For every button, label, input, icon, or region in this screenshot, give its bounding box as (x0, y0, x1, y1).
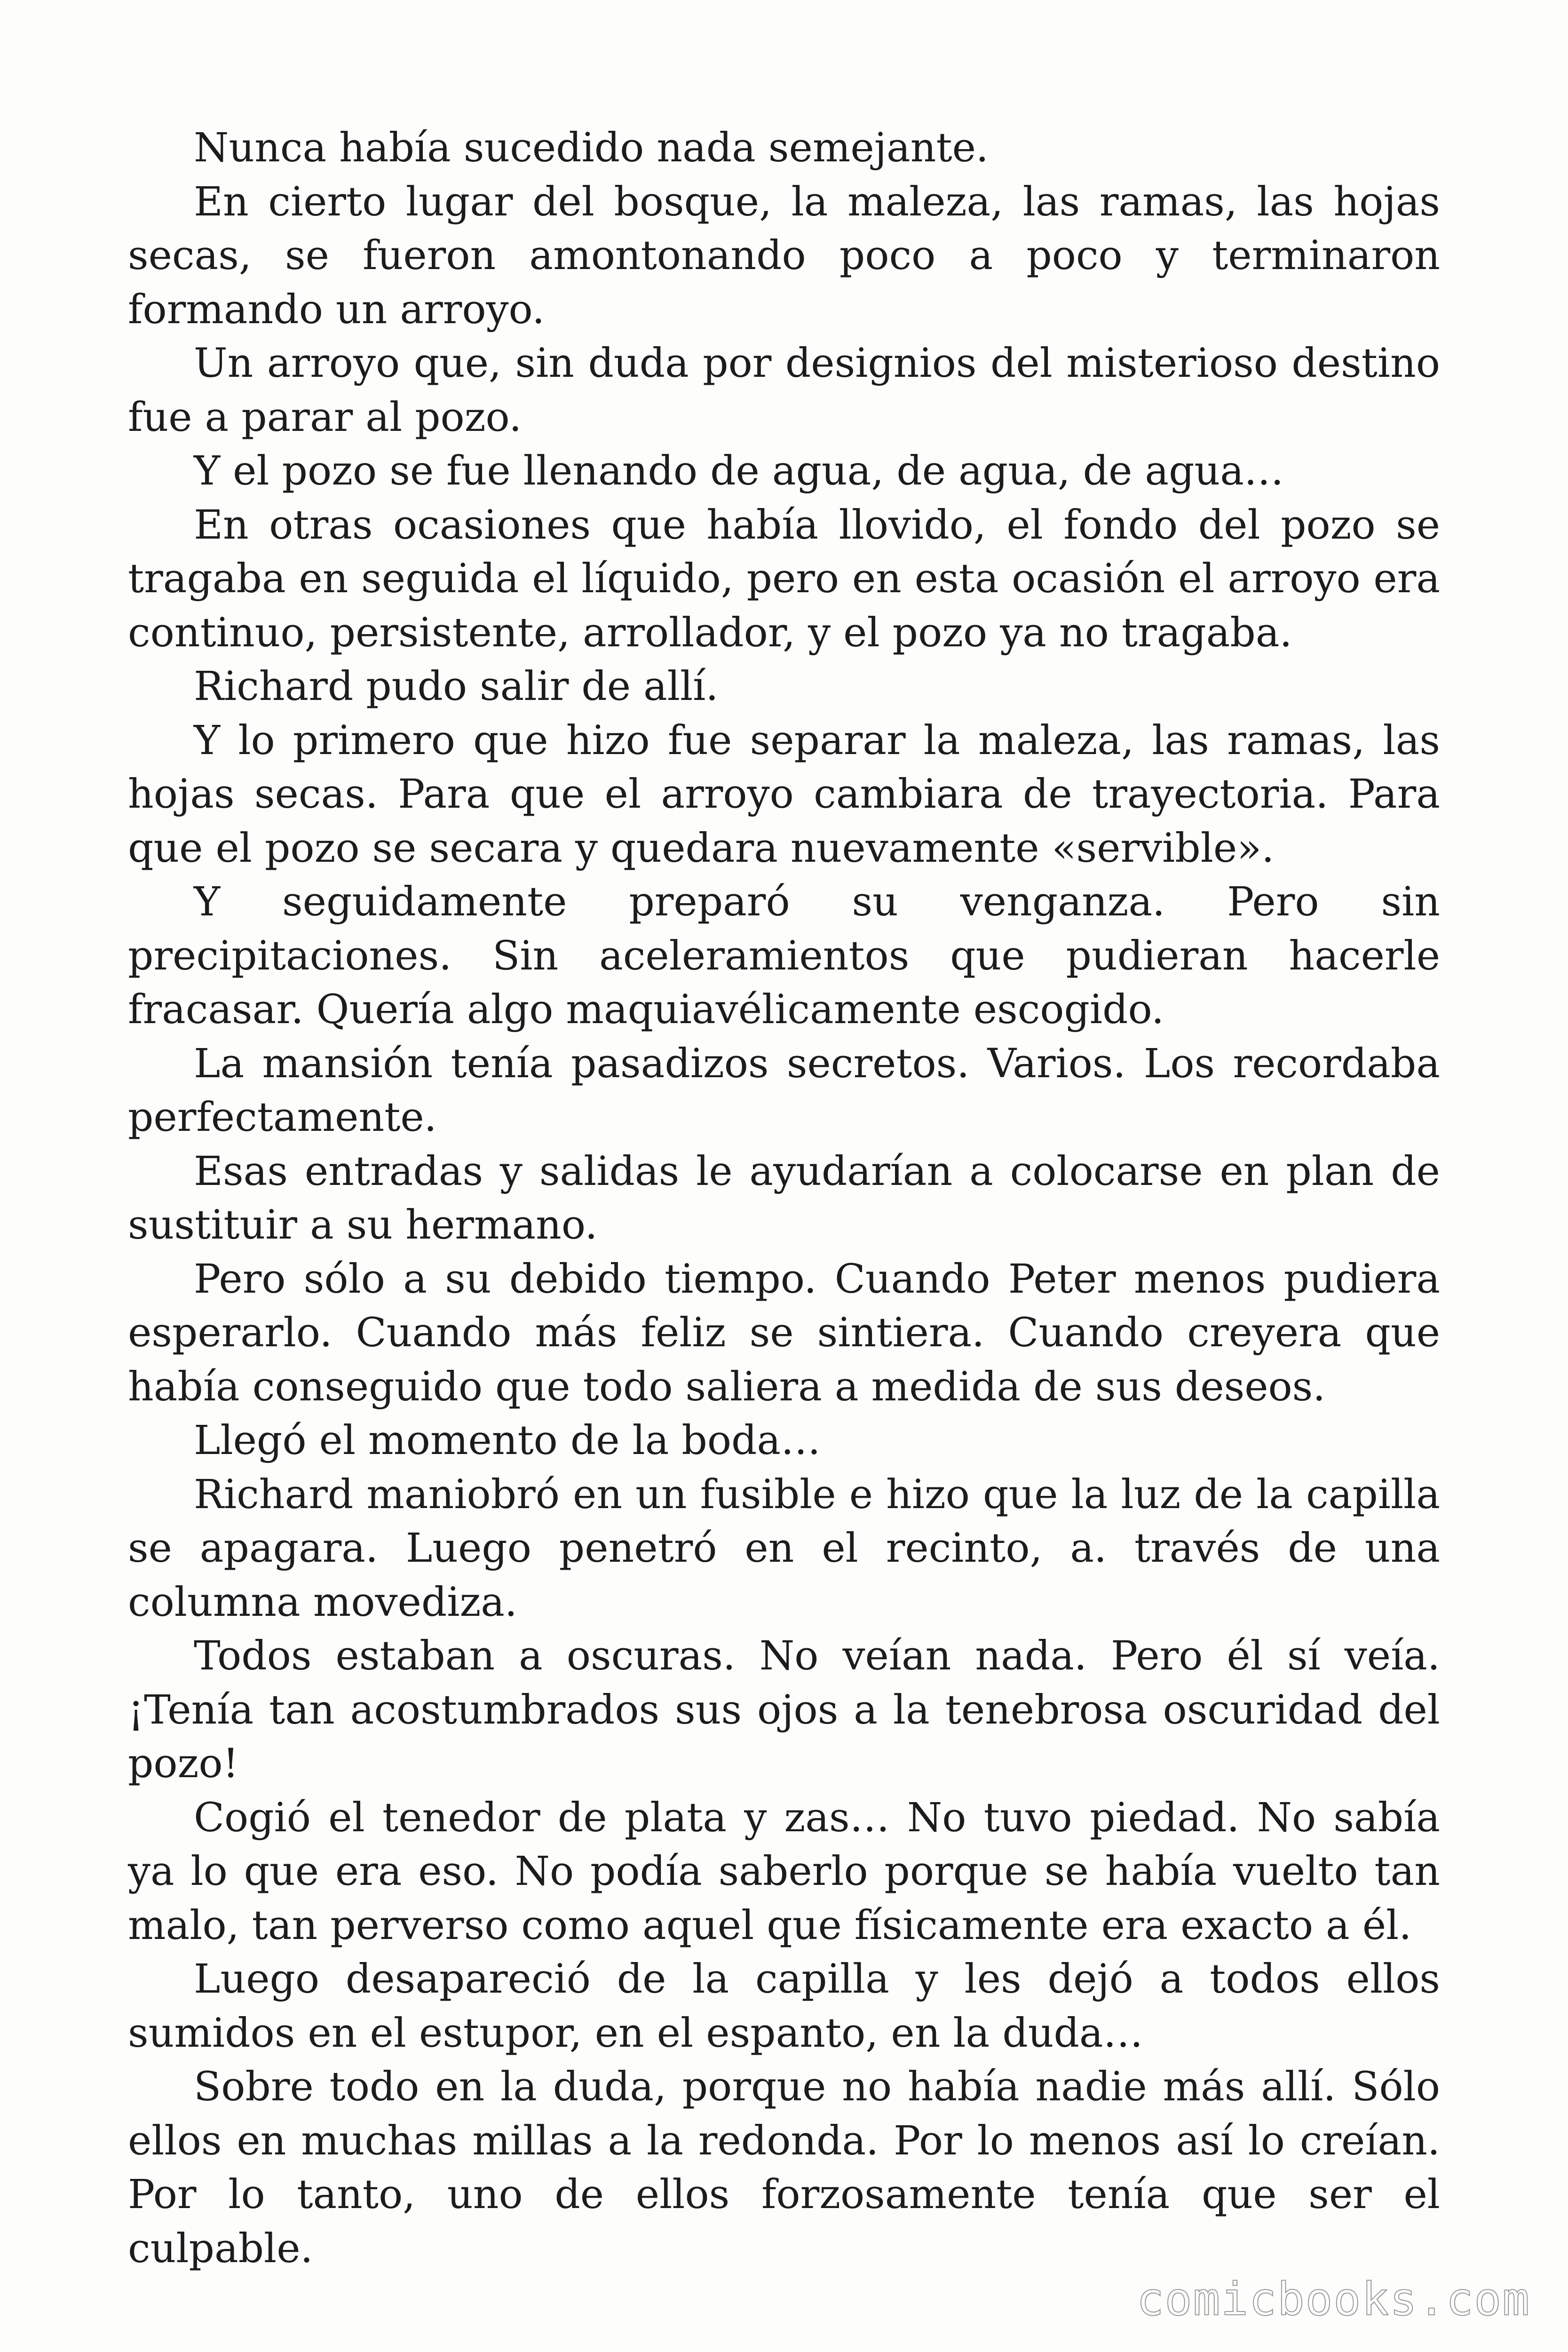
watermark: comicbooks.com (1136, 2273, 1530, 2326)
paragraph-12: Llegó el momento de la boda… (194, 1417, 821, 1464)
paragraph-1: Nunca había sucedido nada semejante. (194, 125, 989, 171)
paragraph-13: Richard maniobró en un fusible e hizo que la luz de la capilla se apagara. Luego penetró en el recinto, a. través de una columna movediza. (128, 1471, 1440, 1626)
paragraph-5: En otras ocasiones que había llovido, el fondo del pozo se tragaba en seguida el líquido, pero en esta ocasión el arroyo era continuo, persistente, arrollador, y el pozo ya no tragaba. (128, 501, 1440, 656)
paragraph-3: Un arroyo que, sin duda por designios del misterioso destino fue a parar al pozo. (128, 340, 1440, 441)
paragraph-10: Esas entradas y salidas le ayudarían a colocarse en plan de sustituir a su hermano. (128, 1148, 1440, 1248)
paragraph-11: Pero sólo a su debido tiempo. Cuando Peter menos pudiera esperarlo. Cuando más feliz se sintiera. Cuando creyera que había conseguido que todo saliera a medida de sus deseos. (128, 1255, 1440, 1410)
paragraph-15: Cogió el tenedor de plata y zas… No tuvo piedad. No sabía ya lo que era eso. No podía saberlo porque se había vuelto tan malo, tan perverso como aquel que físicamente era exacto a él. (128, 1794, 1440, 1949)
paragraph-9: La mansión tenía pasadizos secretos. Varios. Los recordaba perfectamente. (128, 1040, 1440, 1141)
paragraph-17: Sobre todo en la duda, porque no había nadie más allí. Sólo ellos en muchas millas a la redonda. Por lo menos así lo creían. Por lo tanto, uno de ellos forzosamente tenía que ser el culpable. (128, 2064, 1440, 2272)
body-text (128, 121, 1440, 2276)
paragraph-16: Luego desapareció de la capilla y les dejó a todos ellos sumidos en el estupor, en el espanto, en la duda… (128, 1956, 1440, 2057)
paragraph-6: Richard pudo salir de allí. (194, 663, 719, 710)
paragraph-2: En cierto lugar del bosque, la maleza, las ramas, las hojas secas, se fueron amontonando poco a poco y terminaron formando un arroyo. (128, 178, 1440, 333)
paragraph-7: Y lo primero que hizo fue separar la maleza, las ramas, las hojas secas. Para que el arroyo cambiara de trayectoria. Para que el pozo se secara y quedara nuevamente «servible». (128, 717, 1440, 872)
paragraph-4: Y el pozo se fue llenando de agua, de agua, de agua… (194, 448, 1284, 494)
paragraph-8: Y seguidamente preparó su venganza. Pero sin precipitaciones. Sin aceleramientos que pudieran hacerle fracasar. Quería algo maquiavélicamente escogido. (128, 879, 1440, 1033)
paragraph-14: Todos estaban a oscuras. No veían nada. Pero él sí veía. ¡Tenía tan acostumbrados sus ojos a la tenebrosa oscuridad del pozo! (128, 1633, 1440, 1787)
